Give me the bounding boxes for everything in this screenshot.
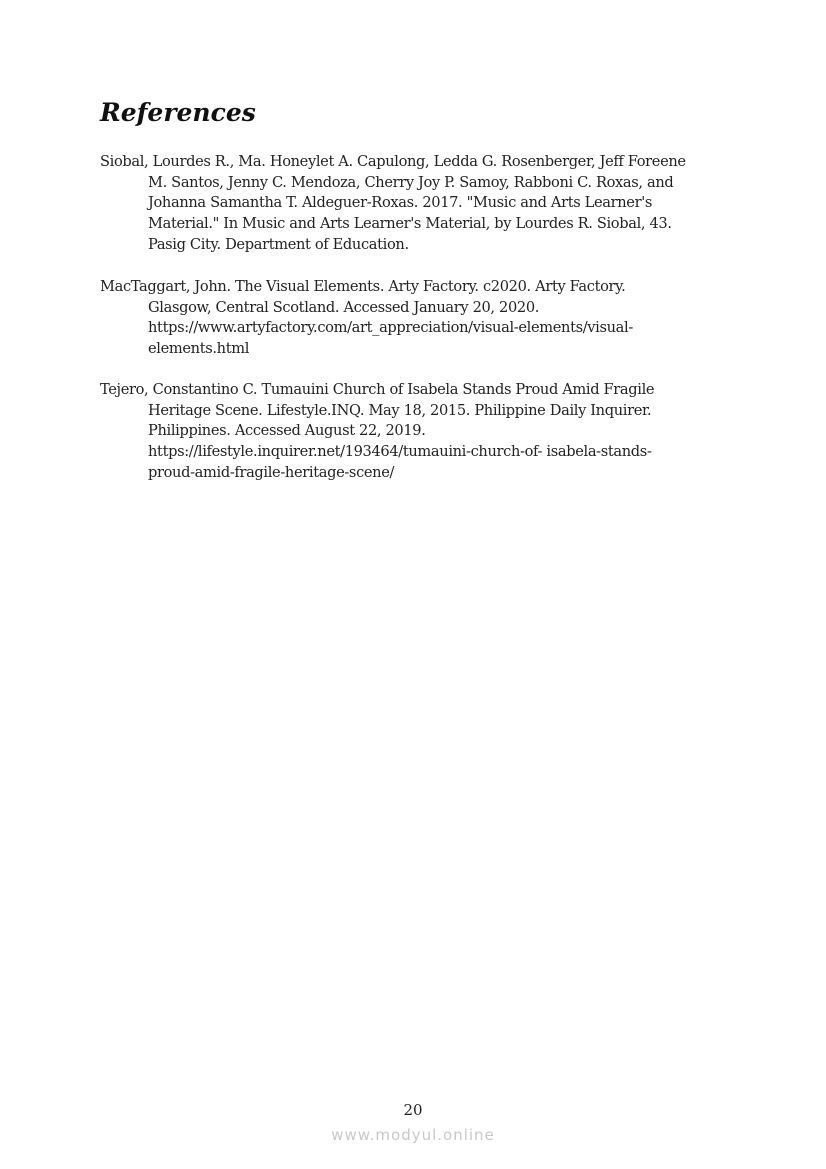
page-number: 20 — [403, 1101, 423, 1119]
reference-line: Pasig City. Department of Education. — [148, 235, 409, 253]
reference-line: Tejero, Constantino C. Tumauini Church of Isabela Stands Proud Amid Fragile — [100, 381, 655, 398]
reference-line: MacTaggart, John. The Visual Elements. Arty Factory. c2020. Arty Factory. — [100, 278, 626, 295]
reference-line: Siobal, Lourdes R., Ma. Honeylet A. Capulong, Ledda G. Rosenberger, Jeff Foreene — [100, 153, 686, 170]
reference-url[interactable]: https://www.artyfactory.com/art_appreciation/visual-elements/visual- — [148, 319, 633, 337]
reference-line: M. Santos, Jenny C. Mendoza, Cherry Joy P. Samoy, Rabboni C. Roxas, and — [148, 173, 674, 191]
page-title: References — [100, 98, 256, 127]
reference-line: Material." In Music and Arts Learner's Material, by Lourdes R. Siobal, 43. — [148, 215, 672, 233]
reference-line: Philippines. Accessed August 22, 2019. — [148, 422, 426, 440]
reference-entry-mactaggart — [100, 277, 633, 360]
reference-url[interactable]: proud-amid-fragile-heritage-scene/ — [148, 463, 395, 481]
reference-entry-siobal — [100, 152, 686, 256]
reference-url[interactable]: elements.html — [148, 340, 250, 358]
watermark: www.modyul.online — [331, 1126, 495, 1144]
reference-line: Glasgow, Central Scotland. Accessed January 20, 2020. — [148, 298, 540, 316]
reference-url[interactable]: https://lifestyle.inquirer.net/193464/tumauini-church-of- isabela-stands- — [148, 443, 652, 461]
reference-entry-tejero — [100, 380, 654, 484]
reference-line: Heritage Scene. Lifestyle.INQ. May 18, 2015. Philippine Daily Inquirer. — [148, 401, 652, 419]
reference-line: Johanna Samantha T. Aldeguer-Roxas. 2017. "Music and Arts Learner's — [148, 194, 653, 212]
